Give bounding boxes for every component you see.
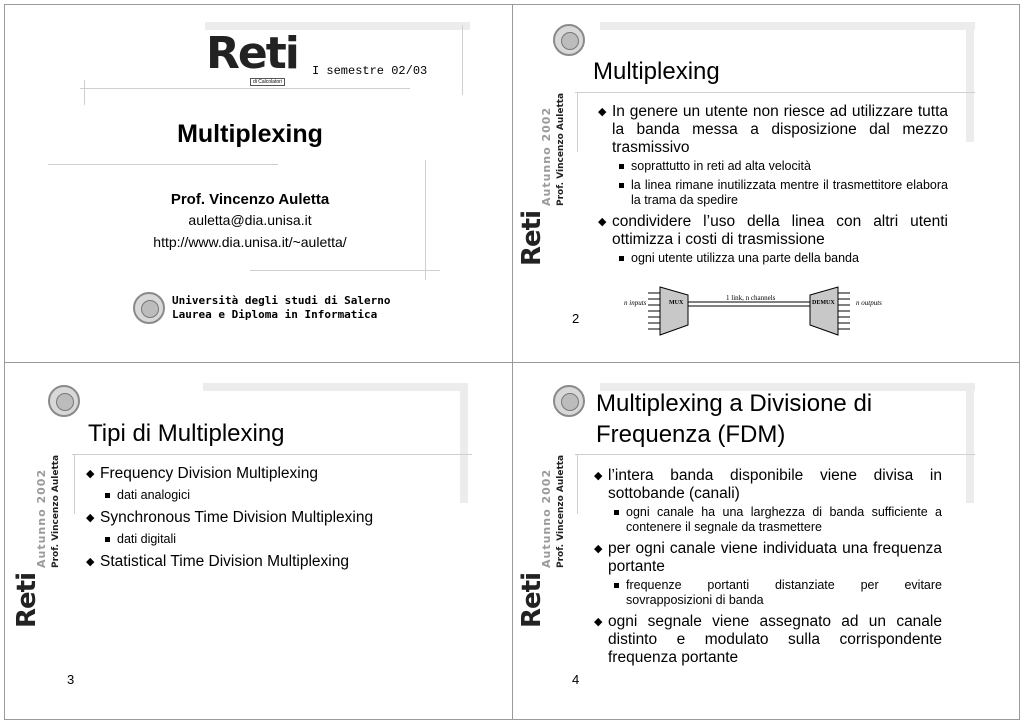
bullet [86, 465, 440, 483]
decor-line [72, 454, 472, 455]
square-bullet-icon [614, 510, 619, 515]
horizontal-divider [4, 362, 1020, 363]
side-stamp [517, 368, 593, 628]
reti-logo: Reti [206, 28, 298, 79]
author-name: Prof. Vincenzo Auletta [170, 191, 330, 208]
bullet-text: Synchronous Time Division Multiplexing [100, 509, 374, 526]
stamp-reti-logo: Reti [12, 573, 42, 628]
stamp-season: Autunno 2002 [35, 468, 48, 568]
decor-line [250, 270, 440, 271]
bullet-text: condividere l’uso della linea con altri utenti ottimizza i costi di trasmissione [612, 213, 948, 248]
square-bullet-icon [105, 537, 110, 542]
page-number: 3 [67, 672, 75, 687]
sub-bullet-text: ogni utente utilizza una parte della banda [631, 251, 859, 265]
bullet-text: Frequency Division Multiplexing [100, 465, 318, 482]
decor-line [462, 25, 463, 95]
mux-block [660, 287, 688, 335]
diagram-inputs-label: n inputs [624, 299, 647, 307]
author-url: http://www.dia.unisa.it/~auletta/ [153, 234, 347, 250]
sub-bullet [631, 251, 948, 266]
diamond-bullet-icon: ◆ [594, 616, 603, 628]
bullet [598, 103, 948, 157]
decor-bar [203, 383, 468, 391]
stamp-season: Autunno 2002 [540, 468, 553, 568]
diagram-outputs-label: n outputs [856, 299, 882, 307]
page-number: 4 [572, 672, 580, 687]
bullet [86, 553, 440, 571]
sub-bullet-text: soprattutto in reti ad alta velocità [631, 159, 811, 173]
logo-caption: di Calcolatori [250, 78, 285, 86]
demux-block [810, 287, 838, 335]
square-bullet-icon [105, 493, 110, 498]
decor-line [80, 88, 410, 89]
degree-name: Laurea e Diploma in Informatica [172, 308, 378, 321]
bullet-text: Statistical Time Division Multiplexing [100, 553, 349, 570]
decor-line [48, 164, 278, 165]
slide-4-title-line-1: Multiplexing a Divisione di [596, 390, 873, 417]
square-bullet-icon [614, 583, 619, 588]
decor-bar [600, 22, 975, 30]
bullet-text: In genere un utente non riesce ad utilizzare tutta la banda messa a disposizione dal mezzo trasmissivo [612, 103, 948, 156]
stamp-author: Prof. Vincenzo Auletta [556, 454, 566, 568]
diagram-link-label: 1 link, n channels [726, 294, 776, 302]
diamond-bullet-icon: ◆ [594, 470, 603, 482]
stamp-season: Autunno 2002 [540, 106, 553, 206]
bullet [594, 467, 942, 503]
bullet [594, 613, 942, 667]
diamond-bullet-icon: ◆ [594, 543, 603, 555]
author-email: auletta@dia.unisa.it [188, 212, 312, 228]
decor-bar [966, 383, 974, 503]
sub-bullet-text: dati digitali [117, 532, 177, 546]
square-bullet-icon [619, 183, 624, 188]
university-seal-icon [133, 292, 165, 324]
side-stamp [12, 368, 88, 628]
diagram-demux-label: DEMUX [812, 300, 835, 306]
sub-bullet-text: dati analogici [117, 488, 190, 502]
decor-line [575, 92, 975, 93]
sub-bullet [117, 488, 417, 503]
sub-bullet [631, 159, 948, 174]
diagram-mux-label: MUX [669, 300, 684, 306]
decor-bar [966, 22, 974, 142]
stamp-author: Prof. Vincenzo Auletta [51, 454, 61, 568]
square-bullet-icon [619, 256, 624, 261]
decor-bar [460, 383, 468, 503]
bullet [598, 213, 948, 249]
slide-1-title: Multiplexing [177, 120, 323, 148]
sub-bullet [626, 578, 942, 608]
slide-3-title: Tipi di Multiplexing [88, 420, 285, 447]
bullet-text: per ogni canale viene individuata una frequenza portante [608, 540, 942, 575]
sub-bullet-text: la linea rimane inutilizzata mentre il trasmettitore elabora la trama da spedire [631, 178, 948, 207]
diamond-bullet-icon: ◆ [86, 512, 95, 524]
stamp-author: Prof. Vincenzo Auletta [556, 92, 566, 206]
bullet [594, 540, 942, 576]
diamond-bullet-icon: ◆ [86, 468, 95, 480]
slide-2-title: Multiplexing [593, 58, 720, 85]
bullet-text: l’intera banda disponibile viene divisa in sottobande (canali) [608, 467, 942, 502]
diamond-bullet-icon: ◆ [86, 556, 95, 568]
slide-4-title-line-2: Frequenza (FDM) [596, 421, 786, 448]
square-bullet-icon [619, 164, 624, 169]
stamp-reti-logo: Reti [517, 211, 547, 266]
sub-bullet-text: ogni canale ha una larghezza di banda sufficiente a contenere il segnale da trasmettere [626, 505, 942, 534]
diamond-bullet-icon: ◆ [598, 216, 607, 228]
sub-bullet-text: frequenze portanti distanziate per evitare sovrapposizioni di banda [626, 578, 942, 607]
semester-label: I semestre 02/03 [312, 64, 428, 78]
university-name: Università degli studi di Salerno [172, 294, 391, 307]
bullet-text: ogni segnale viene assegnato ad un canale distinto e modulato sulla corrispondente frequenza portante [608, 613, 942, 666]
decor-line [84, 80, 85, 105]
decor-line [575, 454, 975, 455]
side-stamp [517, 6, 593, 266]
sub-bullet [631, 178, 948, 208]
sub-bullet [117, 532, 417, 547]
stamp-reti-logo: Reti [517, 573, 547, 628]
page-number: 2 [572, 311, 580, 326]
bullet [86, 509, 440, 527]
diamond-bullet-icon: ◆ [598, 106, 607, 118]
sub-bullet [626, 505, 942, 535]
